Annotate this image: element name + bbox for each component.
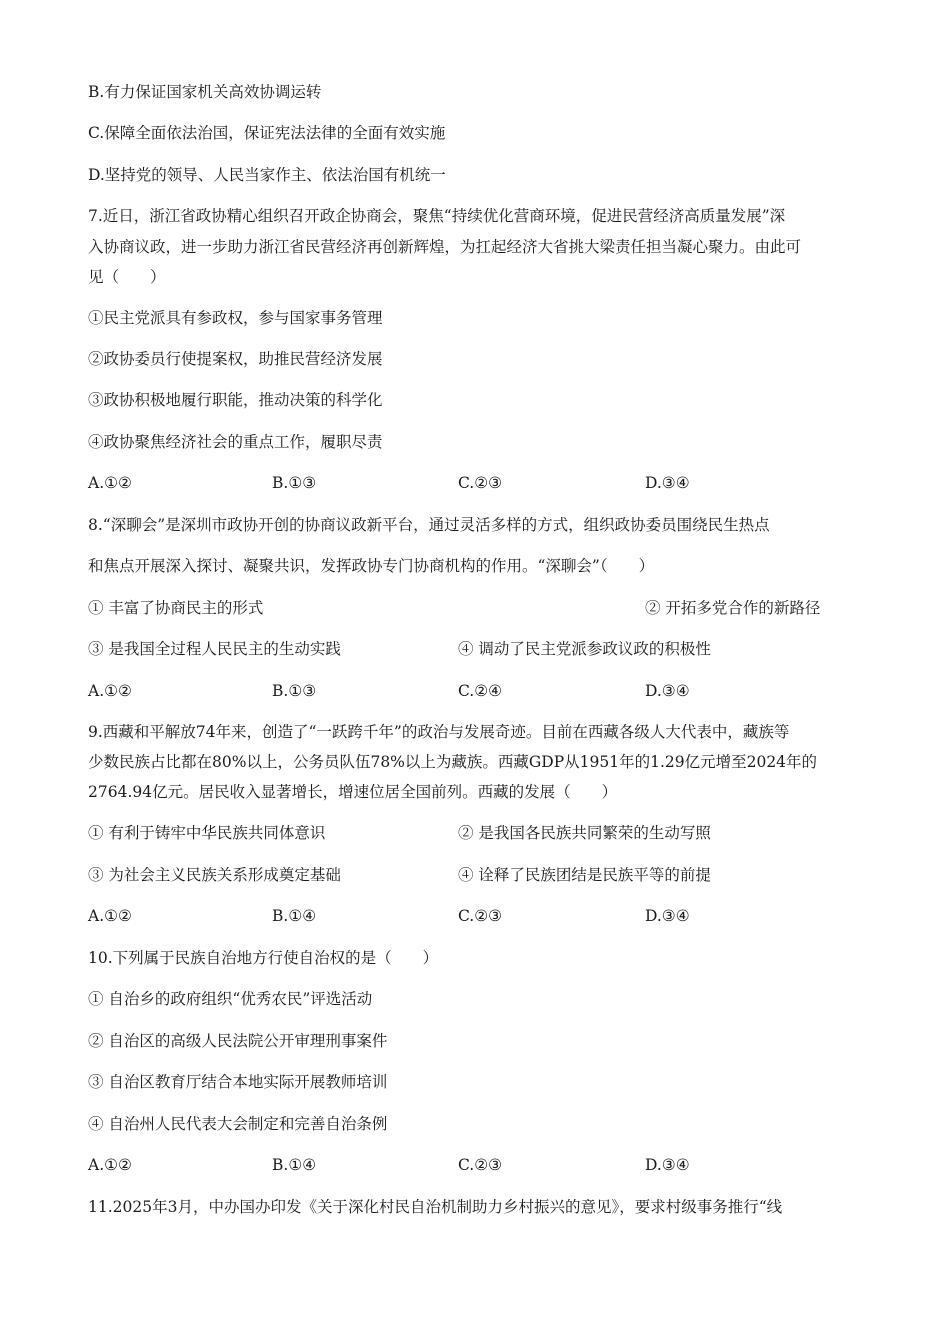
q10-choice-d: D.③④ — [645, 1156, 690, 1174]
q7-choice-a: A.①② — [88, 474, 132, 492]
q8-item-3: ③ 是我国全过程人民民主的生动实践 — [88, 640, 341, 658]
q9-item-3: ③ 为社会主义民族关系形成奠定基础 — [88, 866, 341, 884]
q7-choice-d: D.③④ — [645, 474, 690, 492]
q6-option-b: B.有力保证国家机关高效协调运转 — [88, 83, 322, 101]
q7-stem-line3: 见（ ） — [88, 268, 166, 286]
q9-item-4: ④ 诠释了民族团结是民族平等的前提 — [458, 866, 711, 884]
q10-item-2: ② 自治区的高级人民法院公开审理刑事案件 — [88, 1032, 388, 1050]
q11-stem-line1: 11.2025年3月，中办国办印发《关于深化村民自治机制助力乡村振兴的意见》，要求村级事务推行“线 — [88, 1198, 783, 1216]
q7-item-1: ①民主党派具有参政权，参与国家事务管理 — [88, 309, 383, 327]
q7-item-3: ③政协积极地履行职能，推动决策的科学化 — [88, 391, 383, 409]
q6-option-c: C.保障全面依法治国，保证宪法法律的全面有效实施 — [88, 124, 446, 142]
q8-choice-a: A.①② — [88, 682, 132, 700]
q6-option-d: D.坚持党的领导、人民当家作主、依法治国有机统一 — [88, 166, 446, 184]
q9-item-2: ② 是我国各民族共同繁荣的生动写照 — [458, 824, 711, 842]
q8-choice-c: C.②④ — [458, 682, 503, 700]
q8-stem-line2: 和焦点开展深入探讨、凝聚共识，发挥政协专门协商机构的作用。“深聊会”（ ） — [88, 557, 655, 575]
q10-choice-b: B.①④ — [272, 1156, 317, 1174]
q9-choice-b: B.①④ — [272, 907, 317, 925]
q7-stem-line2: 入协商议政，进一步助力浙江省民营经济再创新辉煌，为扛起经济大省挑大梁责任担当凝心聚力。由此可 — [88, 238, 802, 256]
q10-item-1: ① 自治乡的政府组织“优秀农民”评选活动 — [88, 990, 373, 1008]
q7-choice-c: C.②③ — [458, 474, 503, 492]
q8-choice-b: B.①③ — [272, 682, 317, 700]
q8-item-1: ① 丰富了协商民主的形式 — [88, 599, 264, 617]
q7-stem-line1: 7.近日，浙江省政协精心组织召开政企协商会，聚焦“持续优化营商环境，促进民营经济高质量发展”深 — [88, 207, 786, 225]
q7-item-2: ②政协委员行使提案权，助推民营经济发展 — [88, 350, 383, 368]
q10-item-4: ④ 自治州人民代表大会制定和完善自治条例 — [88, 1115, 388, 1133]
q10-choice-a: A.①② — [88, 1156, 132, 1174]
q8-choice-d: D.③④ — [645, 682, 690, 700]
q10-choice-c: C.②③ — [458, 1156, 503, 1174]
q7-choice-b: B.①③ — [272, 474, 317, 492]
q9-choice-a: A.①② — [88, 907, 132, 925]
q10-item-3: ③ 自治区教育厅结合本地实际开展教师培训 — [88, 1073, 388, 1091]
q9-item-1: ① 有利于铸牢中华民族共同体意识 — [88, 824, 326, 842]
q9-stem-line2: 少数民族占比都在80%以上，公务员队伍78%以上为藏族。西藏GDP从1951年的1.29亿元增至2024年的 — [88, 753, 818, 771]
q9-choice-d: D.③④ — [645, 907, 690, 925]
q10-stem: 10.下列属于民族自治地方行使自治权的是（ ） — [88, 949, 439, 967]
q8-stem-line1: 8.“深聊会”是深圳市政协开创的协商议政新平台，通过灵活多样的方式，组织政协委员围绕民生热点 — [88, 516, 770, 534]
q8-item-4: ④ 调动了民主党派参政议政的积极性 — [458, 640, 711, 658]
q9-stem-line1: 9.西藏和平解放74年来，创造了“一跃跨千年”的政治与发展奇迹。目前在西藏各级人大代表中，藏族等 — [88, 723, 790, 741]
q7-item-4: ④政协聚焦经济社会的重点工作，履职尽责 — [88, 433, 383, 451]
q9-choice-c: C.②③ — [458, 907, 503, 925]
q8-item-2: ② 开拓多党合作的新路径 — [645, 599, 821, 617]
q9-stem-line3: 2764.94亿元。居民收入显著增长，增速位居全国前列。西藏的发展（ ） — [88, 783, 618, 801]
